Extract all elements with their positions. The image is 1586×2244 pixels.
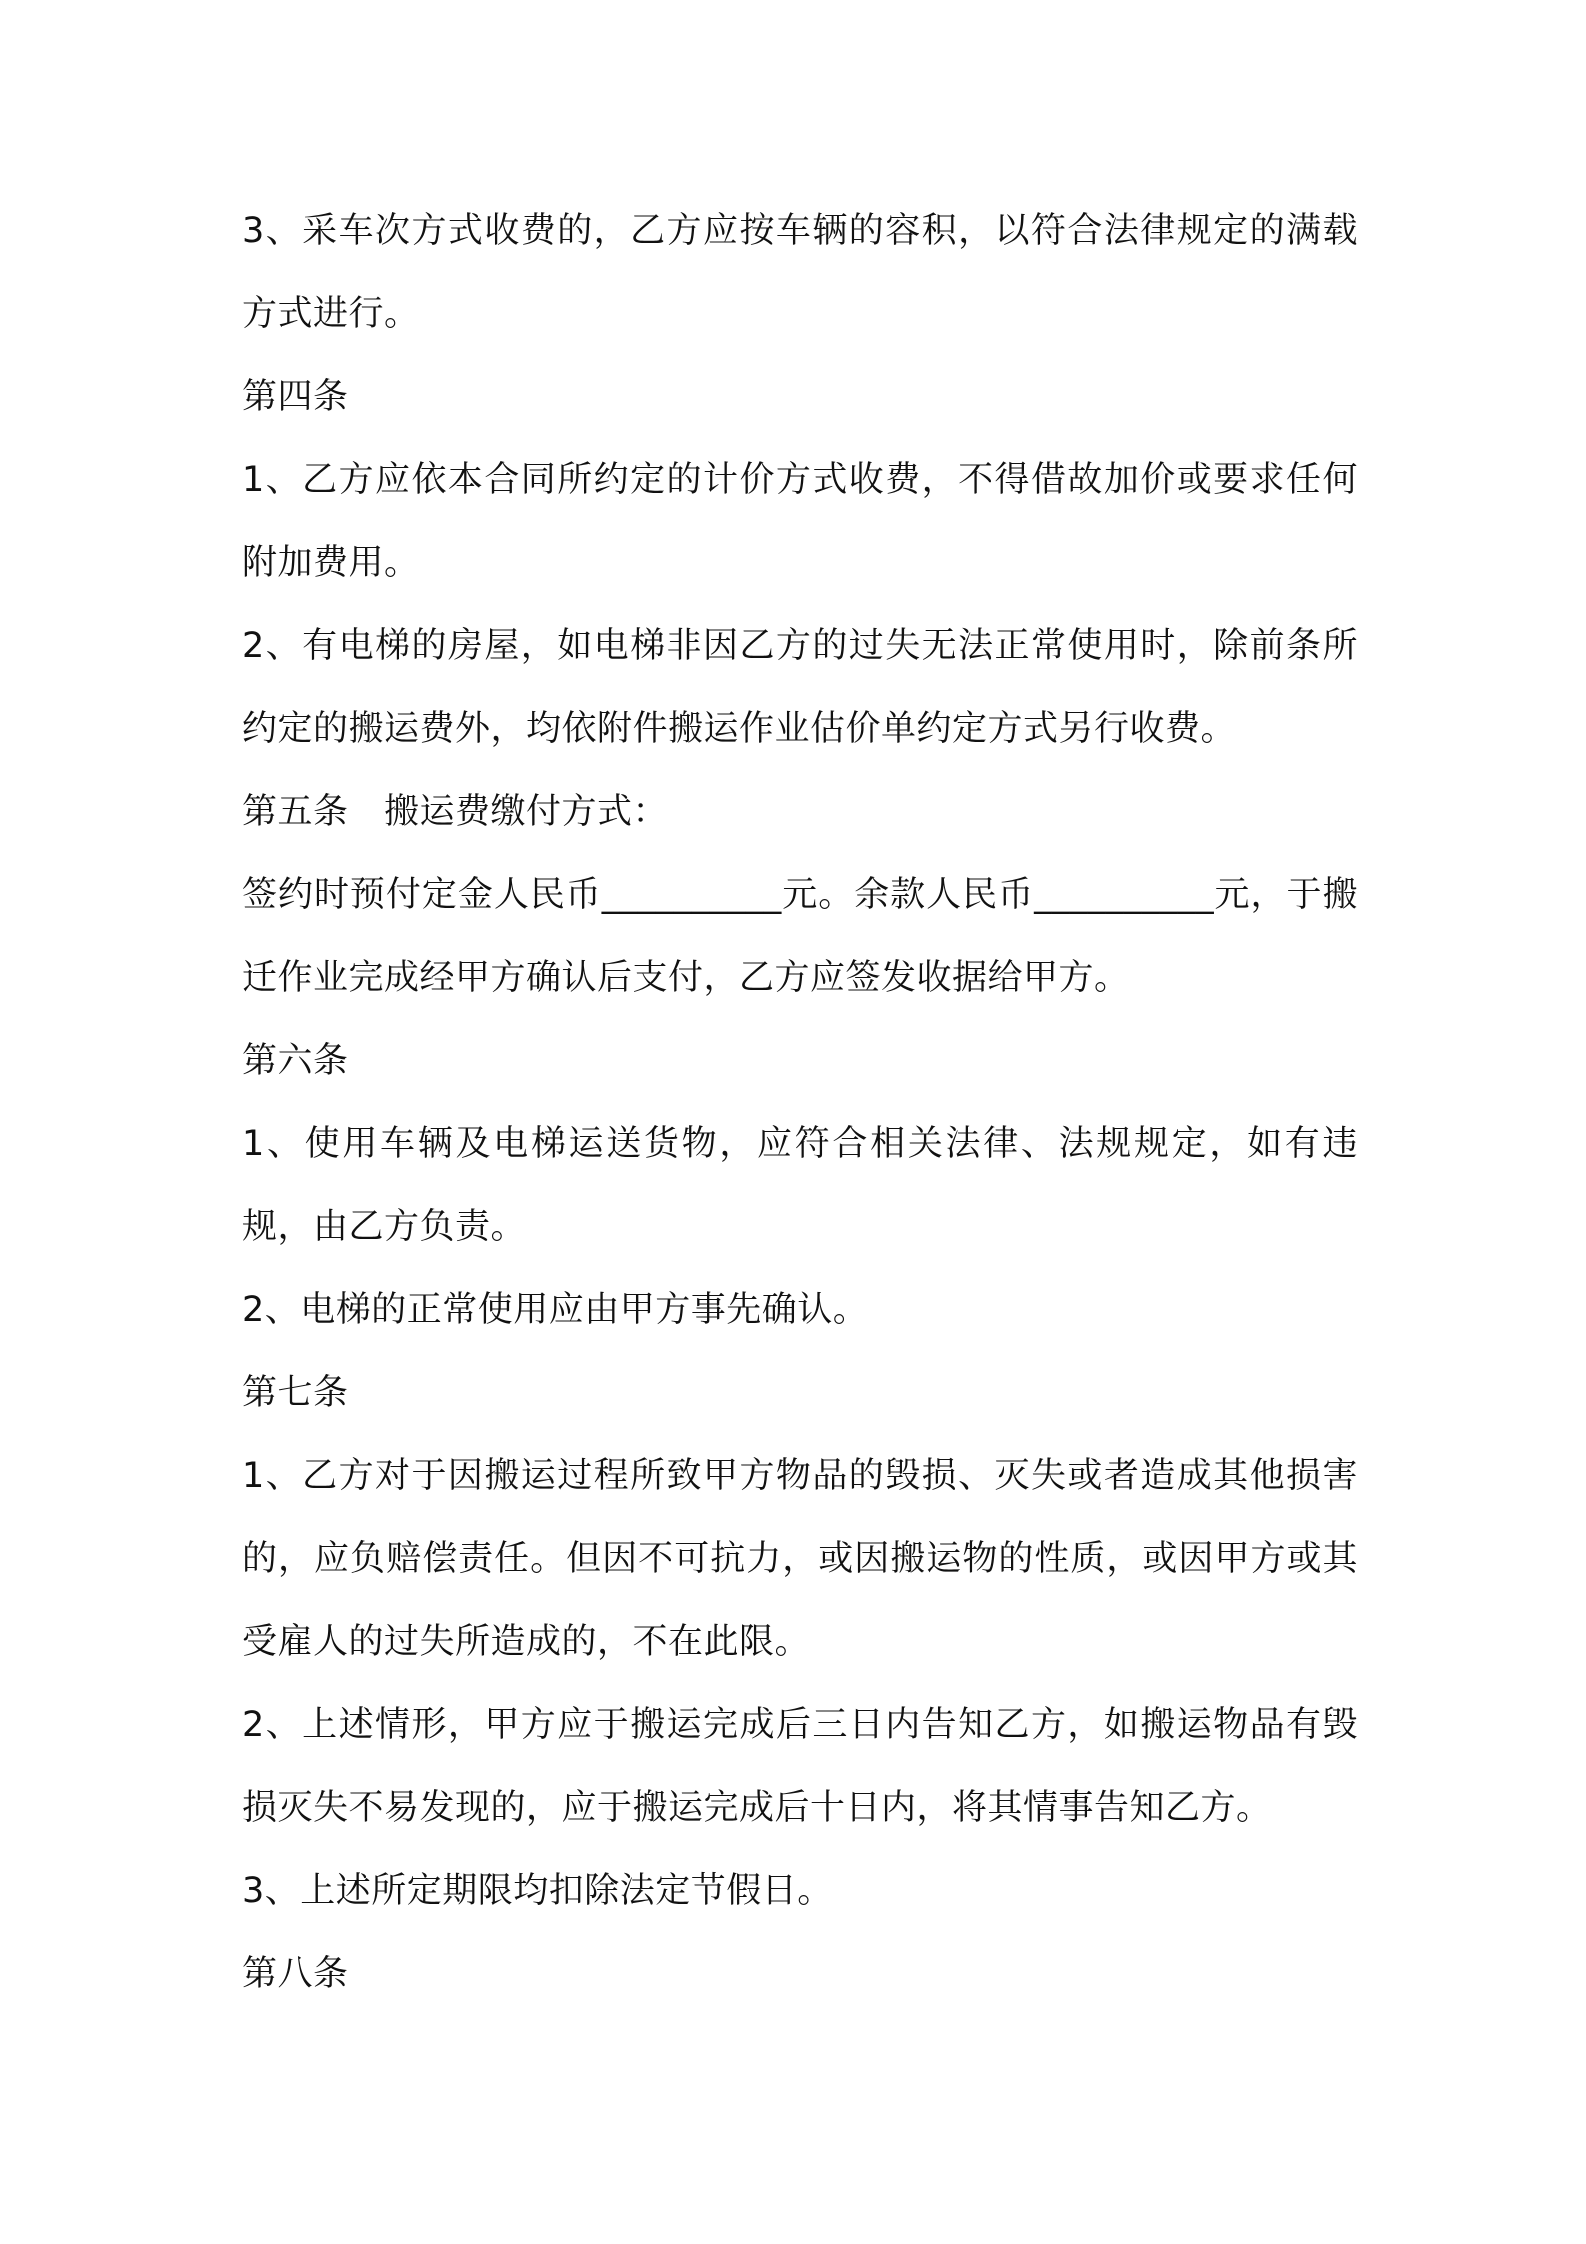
article-4-heading: 第四条 [242, 377, 349, 417]
clause-4-1: 1、乙方应依本合同所约定的计价方式收费，不得借故加价或要求任何附加费用。 [242, 460, 1358, 583]
clause-6-1: 1、使用车辆及电梯运送货物，应符合相关法律、法规规定，如有违规，由乙方负责。 [242, 1124, 1358, 1247]
clause-7-1: 1、乙方对于因搬运过程所致甲方物品的毁损、灭失或者造成其他损害的，应负赔偿责任。但因不可抗力，或因搬运物的性质，或因甲方或其受雇人的过失所造成的，不在此限。 [242, 1456, 1358, 1662]
clause-6-2: 2、电梯的正常使用应由甲方事先确认。 [242, 1290, 869, 1330]
contract-body [242, 190, 1358, 2016]
clause-4-2: 2、有电梯的房屋，如电梯非因乙方的过失无法正常使用时，除前条所约定的搬运费外，均依附件搬运作业估价单约定方式另行收费。 [242, 626, 1358, 749]
clause-7-3: 3、上述所定期限均扣除法定节假日。 [242, 1871, 833, 1911]
article-7-heading: 第七条 [242, 1373, 349, 1413]
article-8-heading: 第八条 [242, 1954, 349, 1994]
clause-5-payment: 签约时预付定金人民币__________元。余款人民币__________元，于搬迁作业完成经甲方确认后支付，乙方应签发收据给甲方。 [242, 875, 1358, 998]
clause-7-2: 2、上述情形，甲方应于搬运完成后三日内告知乙方，如搬运物品有毁损灭失不易发现的，应于搬运完成后十日内，将其情事告知乙方。 [242, 1705, 1358, 1828]
clause-3-3: 3、采车次方式收费的，乙方应按车辆的容积，以符合法律规定的满载方式进行。 [242, 211, 1358, 334]
article-6-heading: 第六条 [242, 1041, 349, 1081]
article-5-heading: 第五条 搬运费缴付方式： [242, 792, 669, 832]
